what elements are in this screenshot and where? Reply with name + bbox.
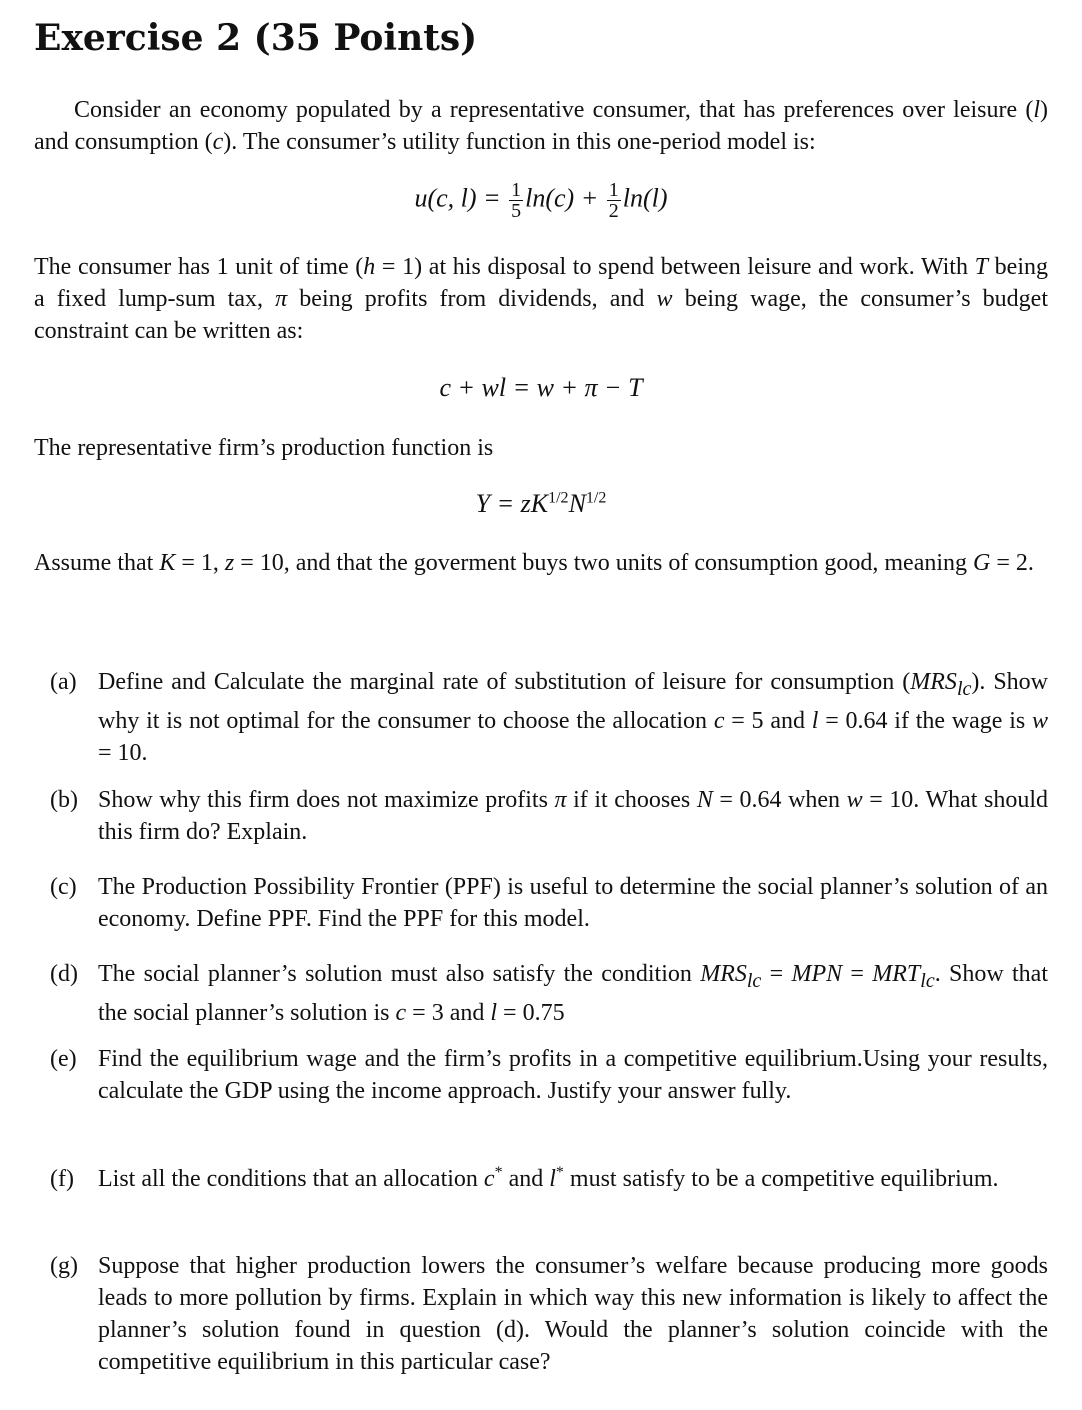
- math-var: c: [395, 999, 407, 1026]
- math-subscript: lc: [956, 677, 972, 700]
- math-var: MRS: [700, 961, 747, 987]
- text-span: . Show that the social planner’s solution is: [98, 961, 1048, 1026]
- math-subscript: lc: [920, 969, 935, 992]
- text-span: = 3 and: [406, 999, 491, 1026]
- question-label: (d): [50, 961, 78, 987]
- math-var: w: [1031, 707, 1048, 734]
- math-var: T: [974, 254, 988, 280]
- intro-paragraph-preferences: [34, 94, 1048, 158]
- question-label: (b): [50, 787, 78, 813]
- math-var: z: [224, 550, 235, 576]
- exponent: 1/2: [548, 489, 569, 507]
- math-var: N: [696, 787, 713, 813]
- question-label: (a): [50, 669, 77, 695]
- text-span: The social planner’s solution must also satisfy the condition: [98, 961, 701, 987]
- math-var: w: [846, 787, 863, 813]
- question-label: (c): [50, 874, 77, 900]
- text-span: = 10, and that the goverment buys two units of consumption good, meaning: [234, 550, 974, 576]
- text-span: Show why this firm does not maximize profits: [98, 787, 555, 813]
- utility-equation: [34, 180, 1048, 221]
- utility-term-consumption: ln(c) +: [525, 183, 599, 213]
- text-span: = 2.: [990, 550, 1034, 576]
- question-text: Suppose that higher production lowers the consumer’s welfare because producing more goods leads to more pollution by firms. Explain in which way this new information is likely to affect the planner’s solution found in question (d). Would the planner’s solution coincide with the competitive equilibrium in this particular case?: [98, 1253, 1048, 1375]
- utility-term-leisure: ln(l): [622, 183, 668, 213]
- math-var: c: [483, 1166, 495, 1192]
- question-b: [50, 784, 1048, 848]
- math-var: l: [1033, 97, 1040, 123]
- math-var: G: [973, 550, 991, 576]
- text-span: ) and consumption (: [34, 97, 1048, 155]
- text-span: being a fixed lump-sum tax,: [34, 254, 1048, 312]
- math-var: MRT: [872, 961, 921, 987]
- math-superscript: *: [494, 1164, 503, 1181]
- production-function-equation: [34, 488, 1048, 520]
- question-d: [50, 958, 1048, 1029]
- math-var: K: [159, 550, 176, 576]
- budget-equation-text: c + wl = w + π − T: [439, 373, 643, 402]
- math-var: c: [212, 129, 224, 155]
- text-span: and: [502, 1166, 550, 1192]
- production-main: Y = zK: [475, 489, 549, 518]
- fraction-numerator: 1: [608, 179, 619, 201]
- question-text: The Production Possibility Frontier (PPF) is useful to determine the social planner’s solution of an economy. Define PPF. Find the PPF for this model.: [98, 874, 1048, 932]
- question-label: (f): [50, 1166, 74, 1192]
- question-label: (e): [50, 1046, 77, 1072]
- text-span: ). Show why it is not optimal for the consumer to choose the allocation: [98, 669, 1049, 734]
- text-span: being profits from dividends, and: [287, 286, 657, 312]
- text-span: =: [842, 961, 873, 987]
- budget-constraint-equation: [34, 372, 1048, 404]
- text-span: if it chooses: [566, 787, 697, 813]
- math-var: N: [568, 489, 586, 518]
- question-f: [50, 1163, 1048, 1195]
- text-span: must satisfy to be a competitive equilibrium.: [563, 1166, 999, 1192]
- question-text: [98, 1163, 1048, 1195]
- question-c: [50, 871, 1048, 935]
- text-span: = 0.75: [497, 999, 565, 1026]
- math-var: w: [656, 286, 673, 312]
- question-text: [98, 666, 1048, 769]
- fraction-one-half: [607, 180, 621, 221]
- text-span: = 0.64 when: [712, 787, 847, 813]
- exercise-title: Exercise 2 (35 Points): [34, 17, 478, 59]
- text-span: Consider an economy populated by a representative consumer, that has preferences over leisure (: [74, 97, 1034, 123]
- math-var: l: [811, 707, 819, 734]
- fraction-denominator: 5: [511, 200, 522, 222]
- math-var: l: [549, 1166, 556, 1192]
- math-var: π: [275, 286, 288, 312]
- text-span: List all the conditions that an allocation: [98, 1166, 484, 1192]
- text-span: The consumer has 1 unit of time (: [34, 254, 364, 280]
- text-span: Assume that: [34, 550, 160, 576]
- question-g: [50, 1250, 1048, 1378]
- intro-paragraph-time-endowment: [34, 251, 1048, 347]
- question-e: [50, 1043, 1048, 1107]
- math-var: c: [713, 707, 725, 734]
- question-label: (g): [50, 1253, 78, 1279]
- math-var: h: [363, 254, 376, 280]
- text-span: = 10. What should this firm do? Explain.: [98, 787, 1048, 845]
- text-span: = 10.: [98, 739, 148, 766]
- intro-paragraph-production: The representative firm’s production function is: [34, 435, 494, 461]
- math-var: π: [554, 787, 567, 813]
- text-span: = 1,: [175, 550, 225, 576]
- text-span: =: [761, 961, 792, 987]
- fraction-one-fifth: [509, 180, 523, 221]
- exponent: 1/2: [585, 489, 607, 507]
- utility-lhs: u(c, l) =: [414, 183, 501, 213]
- fraction-denominator: 2: [608, 200, 619, 222]
- text-span: ). The consumer’s utility function in this one-period model is:: [223, 129, 816, 155]
- fraction-numerator: 1: [511, 179, 522, 201]
- math-superscript: *: [555, 1164, 564, 1181]
- math-subscript: lc: [746, 969, 762, 992]
- text-span: = 0.64 if the wage is: [818, 707, 1032, 734]
- math-var: MPN: [791, 961, 843, 987]
- intro-paragraph-assumptions: [34, 547, 1048, 579]
- text-span: being wage, the consumer’s budget constraint can be written as:: [34, 286, 1048, 344]
- question-text: Find the equilibrium wage and the firm’s profits in a competitive equilibrium.Using your results, calculate the GDP using the income approach. Justify your answer fully.: [98, 1046, 1048, 1104]
- math-var: MRS: [910, 669, 957, 695]
- question-text: [98, 958, 1048, 1029]
- text-span: Define and Calculate the marginal rate of substitution of leisure for consumption (: [98, 669, 911, 695]
- text-span: = 1) at his disposal to spend between leisure and work. With: [375, 254, 975, 280]
- question-a: [50, 666, 1048, 769]
- question-text: [98, 784, 1048, 848]
- text-span: = 5 and: [724, 707, 812, 734]
- math-var: l: [490, 999, 498, 1026]
